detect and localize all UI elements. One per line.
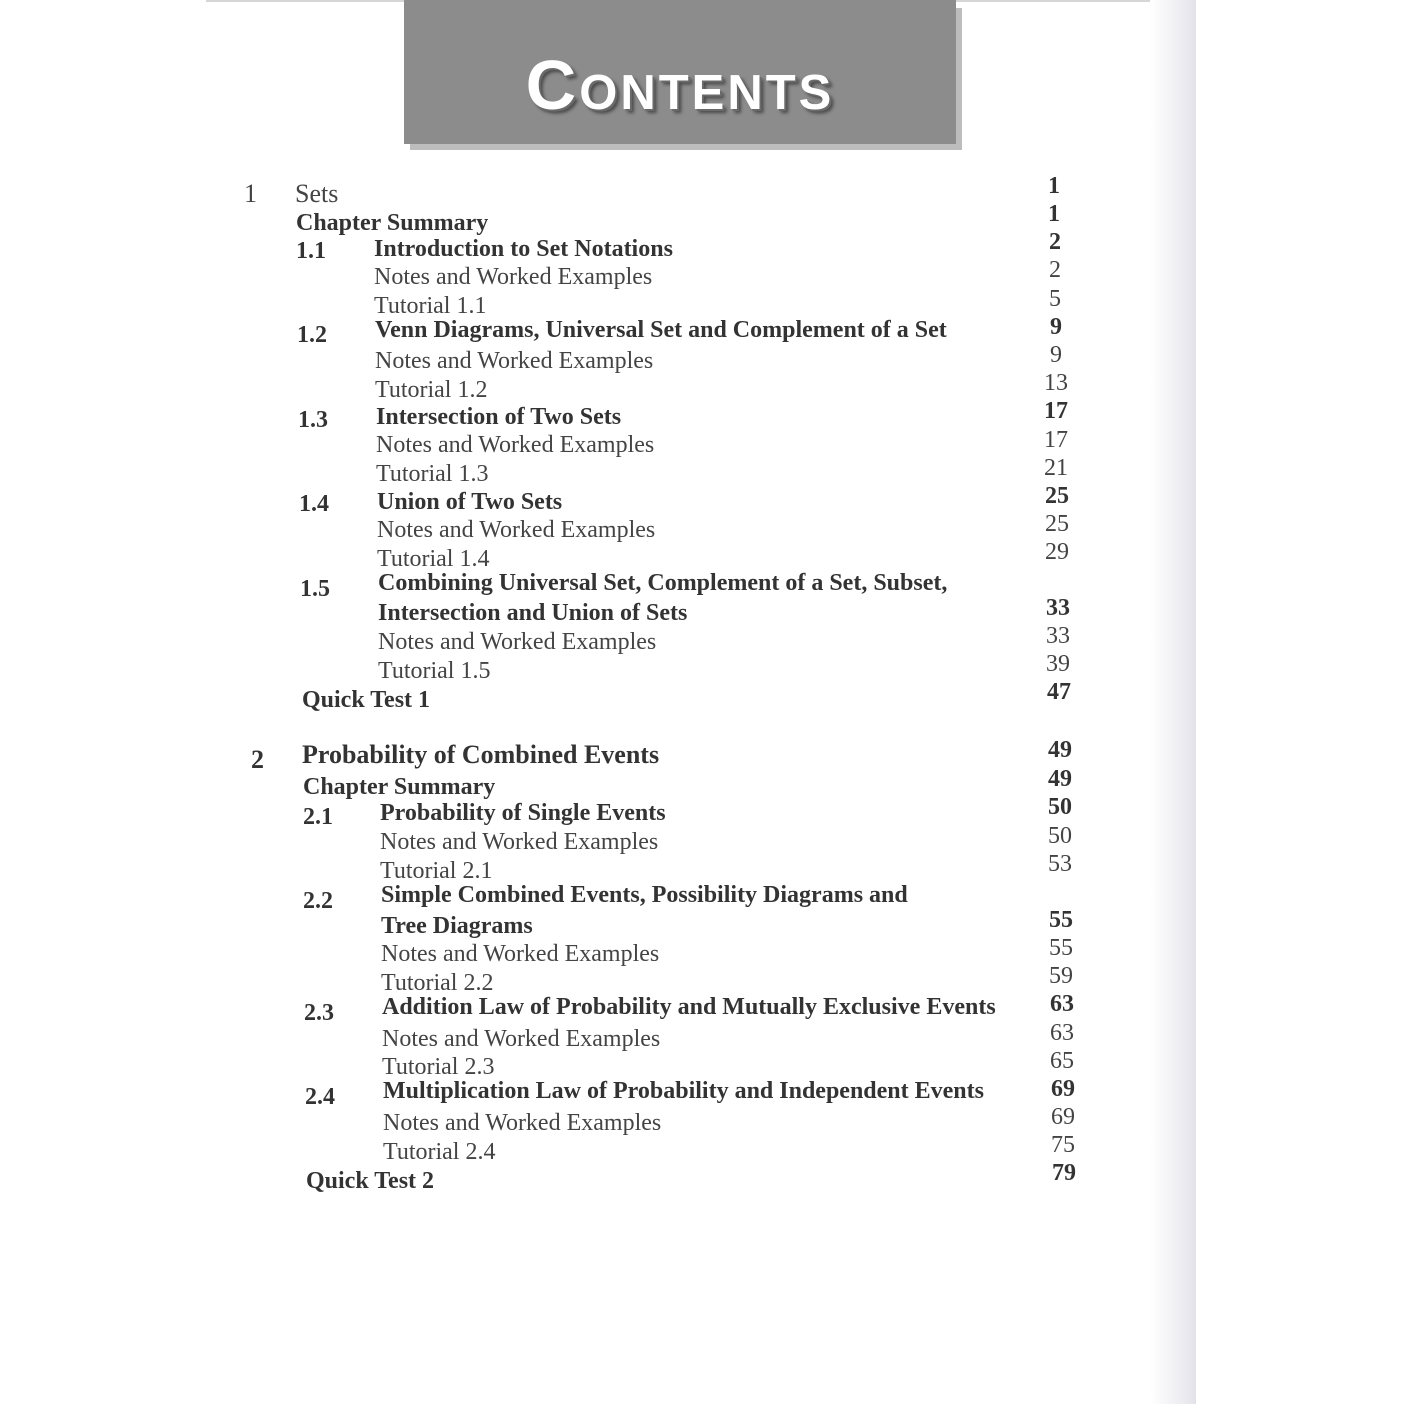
chapter-number: 1 [244,179,257,208]
tutorial-entry: Tutorial 1.1 [374,293,487,319]
section-number: 2.3 [304,1000,334,1026]
notes-entry: Notes and Worked Examples [375,348,654,374]
chapter-number: 2 [251,745,264,774]
page-number: 9 [1050,342,1062,368]
tutorial-entry: Tutorial 1.3 [376,461,489,487]
page-number: 49 [1048,737,1072,763]
section-number: 2.2 [303,888,333,914]
notes-entry: Notes and Worked Examples [378,629,657,655]
tutorial-entry: Tutorial 1.4 [377,546,490,572]
chapter-title: Probability of Combined Events [302,740,660,769]
tutorial-entry: Tutorial 2.3 [382,1054,495,1080]
tutorial-entry: Tutorial 2.2 [381,970,494,996]
page-number: 39 [1046,651,1070,677]
page-number: 25 [1045,511,1069,537]
page-number: 47 [1047,679,1071,705]
section-title: Combining Universal Set, Complement of a Set, Subset, [378,570,948,596]
section-title: Addition Law of Probability and Mutually Exclusive Events [382,994,996,1020]
tutorial-entry: Tutorial 1.2 [375,377,488,403]
page-number: 1 [1048,173,1060,199]
page-title: Contents [525,46,835,124]
notes-entry: Notes and Worked Examples [382,1026,661,1052]
page-number: 9 [1050,314,1062,340]
notes-entry: Notes and Worked Examples [377,517,656,543]
page-number: 29 [1045,539,1069,565]
notes-entry: Notes and Worked Examples [383,1110,662,1136]
quick-test-entry: Quick Test 2 [306,1168,435,1194]
section-title: Union of Two Sets [377,489,563,515]
chapter-title: Sets [295,179,339,208]
section-title-continued: Tree Diagrams [381,913,533,939]
page-number: 50 [1048,794,1072,820]
tutorial-entry: Tutorial 2.4 [383,1139,496,1165]
chapter-summary-entry: Chapter Summary [303,774,496,800]
section-title: Simple Combined Events, Possibility Diagrams and [381,882,908,908]
page-number: 17 [1044,398,1068,424]
notes-entry: Notes and Worked Examples [374,264,653,290]
page-number: 1 [1048,201,1060,227]
page-number: 79 [1052,1160,1076,1186]
page-number: 55 [1049,935,1073,961]
page-number: 17 [1044,427,1068,453]
section-number: 1.5 [300,576,330,602]
page-number: 5 [1049,286,1061,312]
page-number: 50 [1048,823,1072,849]
section-title: Probability of Single Events [380,800,666,826]
section-number: 1.3 [298,407,328,433]
notes-entry: Notes and Worked Examples [376,432,655,458]
page-number: 63 [1050,991,1074,1017]
page-number: 33 [1046,623,1070,649]
section-number: 2.1 [303,804,333,830]
tutorial-entry: Tutorial 1.5 [378,658,491,684]
notes-entry: Notes and Worked Examples [380,829,659,855]
tutorial-entry: Tutorial 2.1 [380,858,493,884]
page-number: 55 [1049,907,1073,933]
page-outside-area [1196,0,1404,1404]
notes-entry: Notes and Worked Examples [381,941,660,967]
section-number: 1.2 [297,322,327,348]
section-number: 1.1 [296,238,326,264]
page-number: 69 [1051,1076,1075,1102]
page-number: 59 [1049,963,1073,989]
page-number: 2 [1049,229,1061,255]
section-number: 2.4 [305,1084,335,1110]
section-number: 1.4 [299,491,329,517]
page-number: 25 [1045,483,1069,509]
page-number: 2 [1049,257,1061,283]
page-number: 53 [1048,851,1072,877]
page-number: 63 [1050,1020,1074,1046]
section-title-continued: Intersection and Union of Sets [378,600,688,626]
page-number: 75 [1051,1132,1075,1158]
chapter-summary-entry: Chapter Summary [296,210,489,236]
section-title: Multiplication Law of Probability and Independent Events [383,1078,984,1104]
quick-test-entry: Quick Test 1 [302,687,431,713]
page-number: 65 [1050,1048,1074,1074]
page-number: 21 [1044,455,1068,481]
section-title: Venn Diagrams, Universal Set and Complement of a Set [375,317,947,343]
section-title: Intersection of Two Sets [376,404,622,430]
section-title: Introduction to Set Notations [374,236,673,262]
page-number: 69 [1051,1104,1075,1130]
page-number: 13 [1044,370,1068,396]
page-gutter-shadow [1150,0,1200,1404]
page-number: 49 [1048,766,1072,792]
page-number: 33 [1046,595,1070,621]
